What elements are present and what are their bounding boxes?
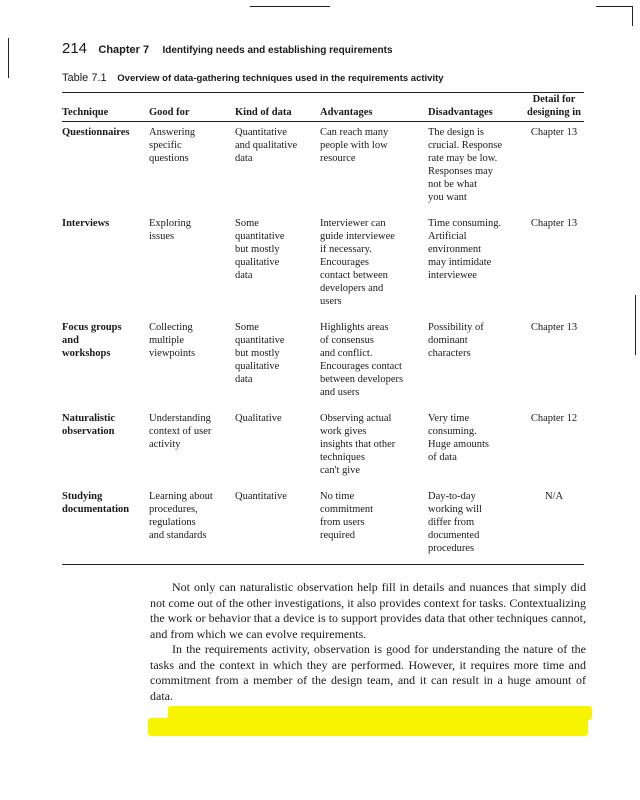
column-header: Good for xyxy=(149,93,235,122)
good-for-cell: Exploring issues xyxy=(149,218,191,242)
table-row xyxy=(62,317,584,408)
kind-of-data-cell: Qualitative xyxy=(235,413,282,424)
disadvantages-cell: Day-to-day working will differ from documented procedures xyxy=(428,486,526,565)
column-header: Technique xyxy=(62,93,149,122)
technique-cell: Interviews xyxy=(62,218,110,229)
good-for-cell: Understanding context of user activity xyxy=(149,413,212,450)
kind-of-data-cell: Some quantitative but mostly qualitative data xyxy=(235,218,285,281)
running-head xyxy=(62,40,393,57)
kind-of-data-cell: Some quantitative but mostly qualitative data xyxy=(235,322,285,385)
table-row xyxy=(62,122,584,214)
paragraph: In the requirements activity, observation is good for understanding the nature of the tasks and the context in which they are performed. However, it requires more time and commitment from a member of the design team, and it can result in a huge amount of data. xyxy=(150,642,586,703)
detail-cell: Chapter 13 xyxy=(530,322,578,333)
yellow-highlight-mark xyxy=(148,718,588,736)
good-for-cell: Collecting multiple viewpoints xyxy=(149,322,196,359)
detail-cell: Chapter 13 xyxy=(530,127,578,138)
scan-artifact-top xyxy=(250,6,330,7)
kind-of-data-cell: Quantitative and qualitative data xyxy=(235,127,298,164)
table-row xyxy=(62,408,584,486)
scan-artifact-right-edge xyxy=(632,6,633,26)
column-header: Kind of data xyxy=(235,93,320,122)
scan-artifact-right-side xyxy=(635,295,636,355)
advantages-cell: Interviewer can guide interviewee if necessary. Encourages contact between developers and users xyxy=(320,218,395,307)
body-text xyxy=(150,580,586,704)
advantages-cell: Observing actual work gives insights that other techniques can't give xyxy=(320,413,396,476)
table-caption-text: Overview of data-gathering techniques used in the requirements activity xyxy=(117,73,444,84)
disadvantages-cell: Possibility of dominant characters xyxy=(428,322,484,359)
disadvantages-cell: The design is crucial. Response rate may be low. Responses may not be what you want xyxy=(428,127,503,203)
column-header: Advantages xyxy=(320,93,428,122)
advantages-cell: Can reach many people with low resource xyxy=(320,127,389,164)
table-row xyxy=(62,213,584,317)
running-title: Identifying needs and establishing requirements xyxy=(162,45,393,56)
scan-artifact-left-edge xyxy=(8,38,9,78)
paragraph: Not only can naturalistic observation help fill in details and nuances that simply did not come out of the other investigations, it also provides context for tasks. Contextualizing the work or behavior that a device is to support provides data that other techniques cannot, and from which we can evolve requirements. xyxy=(150,580,586,641)
detail-cell: Chapter 13 xyxy=(530,218,578,229)
advantages-cell: No time commitment from users required xyxy=(320,486,428,565)
data-gathering-table xyxy=(62,92,584,565)
scan-artifact-right-top xyxy=(596,6,632,7)
disadvantages-cell: Very time consuming. Huge amounts of data xyxy=(428,413,489,463)
detail-cell: N/A xyxy=(526,486,584,565)
detail-cell: Chapter 12 xyxy=(530,413,578,424)
column-header: Disadvantages xyxy=(428,93,526,122)
page-number: 214 xyxy=(62,40,88,57)
good-for-cell: Answering specific questions xyxy=(149,127,196,164)
table-label: Table 7.1 xyxy=(62,72,107,84)
chapter-label: Chapter 7 xyxy=(98,44,150,56)
column-header: Detail for designing in xyxy=(526,93,584,122)
table-row xyxy=(62,486,584,565)
kind-of-data-cell: Quantitative xyxy=(235,486,320,565)
table-caption xyxy=(62,72,444,84)
table-header-row xyxy=(62,93,584,122)
disadvantages-cell: Time consuming. Artificial environment may intimidate interviewee xyxy=(428,218,502,281)
technique-cell: Studying documentation xyxy=(62,486,149,565)
technique-cell: Focus groups and workshops xyxy=(62,322,122,359)
technique-cell: Naturalistic observation xyxy=(62,413,116,437)
good-for-cell: Learning about procedures, regulations and standards xyxy=(149,486,235,565)
advantages-cell: Highlights areas of consensus and conflict. Encourages contact between developers and users xyxy=(320,322,404,398)
technique-cell: Questionnaires xyxy=(62,127,130,138)
